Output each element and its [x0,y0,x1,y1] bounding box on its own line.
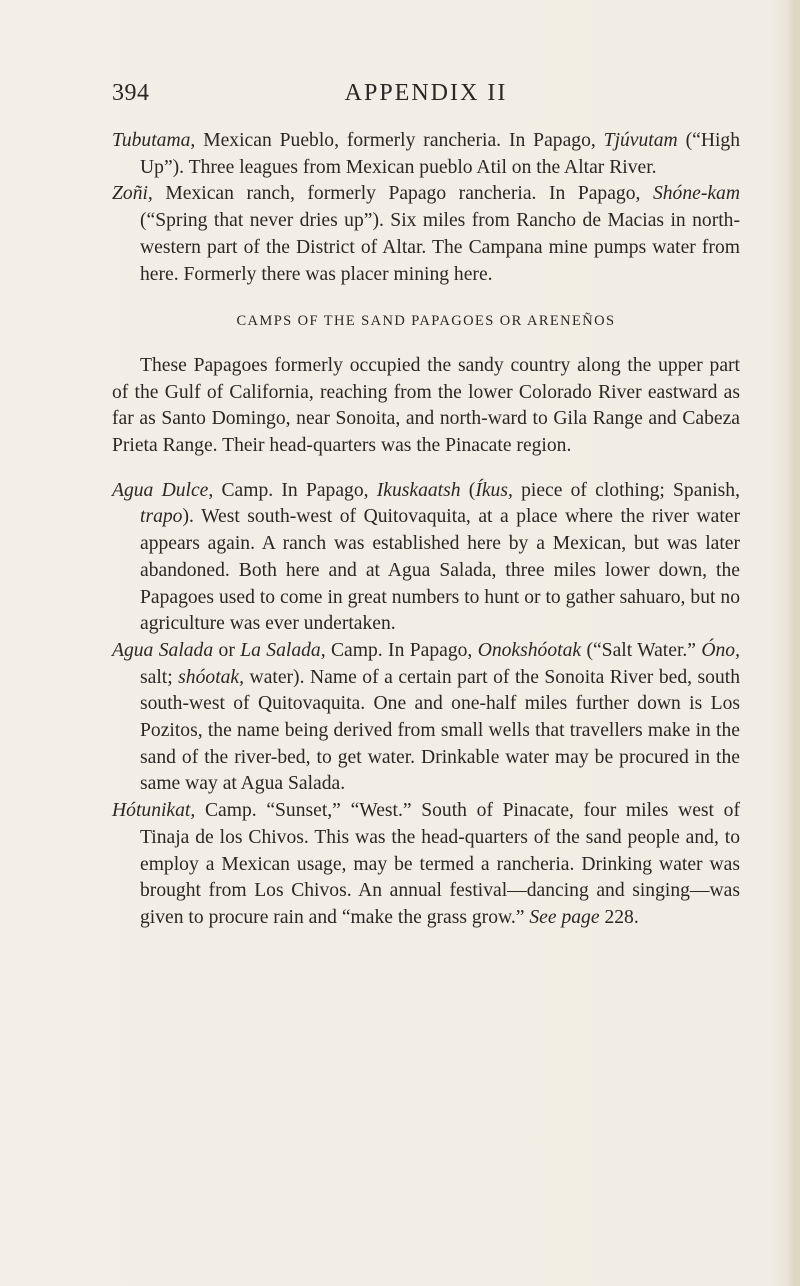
entry-text: water). Name of a certain part of the Sonoita River bed, south south-west of Quitovaquita. One and one-half miles further down is Los Pozitos, the name being derived from small wells that travellers make in the sand of the river-bed, to get water. Drinkable water may be procured in the same way at Agua Salada. [140,666,740,795]
entry-text: 228. [599,906,639,928]
entry-alt-name: La Salada, [240,639,326,661]
entry-text: Camp. In Papago, [213,479,377,501]
entry-text: ). West south-west of Quitovaquita, at a place where the river water appears again. A ranch was established here by a Mexican, but was later abandoned. Both here and at Agua Salada, three miles lower down, the Papagoes used to come in great numbers to hunt or to gather sahuaro, but no agriculture was ever undertaken. [140,506,740,635]
running-head: APPENDIX II [344,80,508,106]
entry-agua-dulce [112,478,740,638]
entry-text: (“Spring that never dries up”). Six miles from Rancho de Macias in north-western part of the District of Altar. The Campana mine pumps water from here. Formerly there was placer mining here. [140,210,740,285]
entry-hotunikat [112,798,740,932]
entry-term: Zoñi, [112,183,153,205]
entry-native-name: Onokshóotak [477,639,582,661]
entry-text: (“Salt Water.” [581,639,702,661]
entry-text: piece of clothing; Spanish, [512,479,740,501]
page-header [112,80,740,120]
entry-native-word: Óno, [701,639,740,661]
section-heading: CAMPS OF THE SAND PAPAGOES OR ARENEÑOS [236,313,616,330]
entry-native-name: Shóne-kam [652,183,740,205]
entry-text: salt; [140,666,179,688]
entry-term: Agua Dulce, [112,479,214,501]
page-number: 394 [112,80,150,106]
entry-text: Mexican ranch, formerly Papago rancheria. In Papago, [152,183,653,205]
entry-tubutama [112,128,740,181]
entry-text: or [213,639,241,661]
entry-native-name: Ikuskaatsh [376,479,461,501]
entry-text: Camp. “Sunset,” “West.” South of Pinacate, four miles west of Tinaja de los Chivos. This was the head-quarters of the sand people and, to employ a Mexican usage, may be termed a rancheria. Drinking water was brought from Los Chivos. An annual festival—dancing and singing—was given to procure rain and “make the grass grow.” [140,800,740,928]
entry-zoni [112,181,740,288]
entry-spanish-word: trapo [140,506,183,528]
entry-native-word: shóotak, [178,666,245,688]
cross-reference: See page [529,906,600,928]
entry-term: Tubutama, [112,130,196,151]
entry-text: Mexican Pueblo, formerly rancheria. In Papago, [195,130,604,151]
entry-agua-salada [112,638,740,798]
intro-paragraph: These Papagoes formerly occupied the sandy country along the upper part of the Gulf of California, reaching from the lower Colorado River eastward as far as Santo Domingo, near Sonoita, and north-ward to Gila Range and Cabeza Prieta Range. Their head-quarters was the Pinacate region. [112,354,740,457]
page-body [112,128,740,932]
entry-text: ( [460,479,476,501]
page-edge-shadow [786,0,800,1286]
entry-native-word: Íkus, [475,479,513,501]
entry-native-name: Tjúvutam [603,130,678,151]
entry-term: Hótunikat, [112,800,196,822]
entry-text: Camp. In Papago, [325,639,478,661]
entry-text: (“High Up”). Three leagues from Mexican pueblo Atil on the Altar River. [140,130,741,178]
entry-term: Agua Salada [112,639,214,661]
